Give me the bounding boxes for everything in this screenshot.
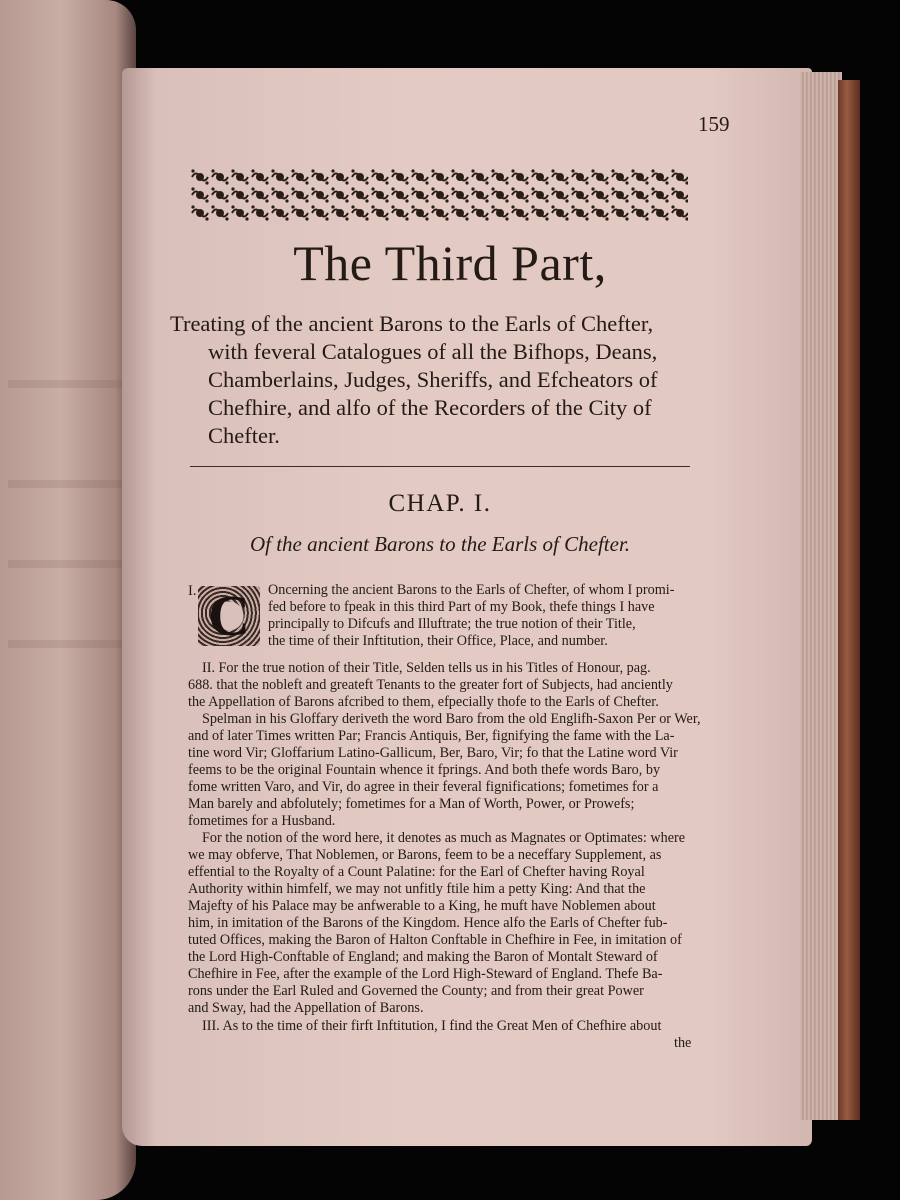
dropcap-letter: C	[208, 583, 250, 648]
catchword: the	[674, 1035, 692, 1051]
body-line: rons under the Earl Ruled and Governed the County; and from their great Power	[188, 983, 644, 999]
body-line: Majefty of his Palace may be anfwerable to a King, he muft have Noblemen about	[188, 898, 656, 914]
body-line: III. As to the time of their firft Inftitution, I find the Great Men of Chefhire about	[202, 1018, 662, 1034]
body-line: Authority within himfelf, we may not unfitly ftile him a petty King: And that the	[188, 881, 646, 897]
subtitle-line: Chamberlains, Judges, Sheriffs, and Efcheators of	[208, 367, 658, 392]
body-line: Chefhire in Fee, after the example of the Lord High-Steward of England. Thefe Ba-	[188, 966, 663, 982]
subtitle-line: Treating of the ancient Barons to the Earls of Chefter,	[170, 311, 654, 336]
subtitle-line: Chefhire, and alfo of the Recorders of the City of	[208, 395, 652, 420]
chapter-subheading: Of the ancient Barons to the Earls of Chefter.	[249, 532, 631, 556]
subtitle-line: with feveral Catalogues of all the Bifhops, Deans,	[208, 339, 658, 364]
page-number: 159	[698, 112, 730, 136]
body-line: and of later Times written Par; Francis Antiquis, Ber, fignifying the fame with the La-	[188, 728, 675, 744]
body-line: fome written Varo, and Vir, do agree in their feveral fignifications; fometimes for a	[188, 779, 659, 795]
body-line: fed before to fpeak in this third Part of my Book, thefe things I have	[268, 599, 655, 615]
subtitle-line: Chefter.	[208, 423, 280, 448]
body-line: the Appellation of Barons afcribed to them, efpecially thofe to the Earls of Chefter.	[188, 694, 659, 710]
body-line: him, in imitation of the Barons of the Kingdom. Hence alfo the Earls of Chefter fub-	[188, 915, 668, 931]
body-line: Man barely and abfolutely; fometimes for a Man of Worth, Power, or Prowefs;	[188, 796, 635, 812]
body-line: principally to Difcufs and Illuftrate; the true notion of their Title,	[268, 616, 636, 632]
body-line: fometimes for a Husband.	[188, 813, 336, 829]
body-line: we may obferve, That Noblemen, or Barons, feem to be a neceffary Supplement, as	[188, 847, 662, 863]
body-line: the time of their Inftitution, their Office, Place, and number.	[268, 633, 608, 649]
body-line: II. For the true notion of their Title, Selden tells us in his Titles of Honour, pag.	[202, 660, 651, 676]
chapter-heading: CHAP. I.	[388, 490, 492, 517]
body-line: the Lord High-Conftable of England; and making the Baron of Montalt Steward of	[188, 949, 658, 965]
body-line: Spelman in his Gloffary deriveth the word Baro from the old Englifh-Saxon Per or Wer,	[202, 711, 701, 727]
body-line: and Sway, had the Appellation of Barons.	[188, 1000, 424, 1016]
body-line: tuted Offices, making the Baron of Halton Conftable in Chefhire in Fee, in imitation of	[188, 932, 682, 948]
body-line: effential to the Royalty of a Count Palatine: for the Earl of Chefter having Royal	[188, 864, 645, 880]
section-numeral: I.	[188, 583, 197, 599]
body-line: 688. that the nobleft and greateft Tenants to the greater fort of Subjects, had anciently	[188, 677, 673, 693]
body-line: feems to be the original Fountain whence it fprings. And both thefe words Baro, by	[188, 762, 661, 778]
body-line: For the notion of the word here, it denotes as much as Magnates or Optimates: where	[202, 830, 686, 846]
body-line: tine word Vir; Gloffarium Latino-Gallicum, Ber, Baro, Vir; fo that the Latine word Vir	[188, 745, 678, 761]
part-title: The Third Part,	[293, 235, 607, 291]
body-line: Oncerning the ancient Barons to the Earls of Chefter, of whom I promi-	[268, 582, 675, 598]
